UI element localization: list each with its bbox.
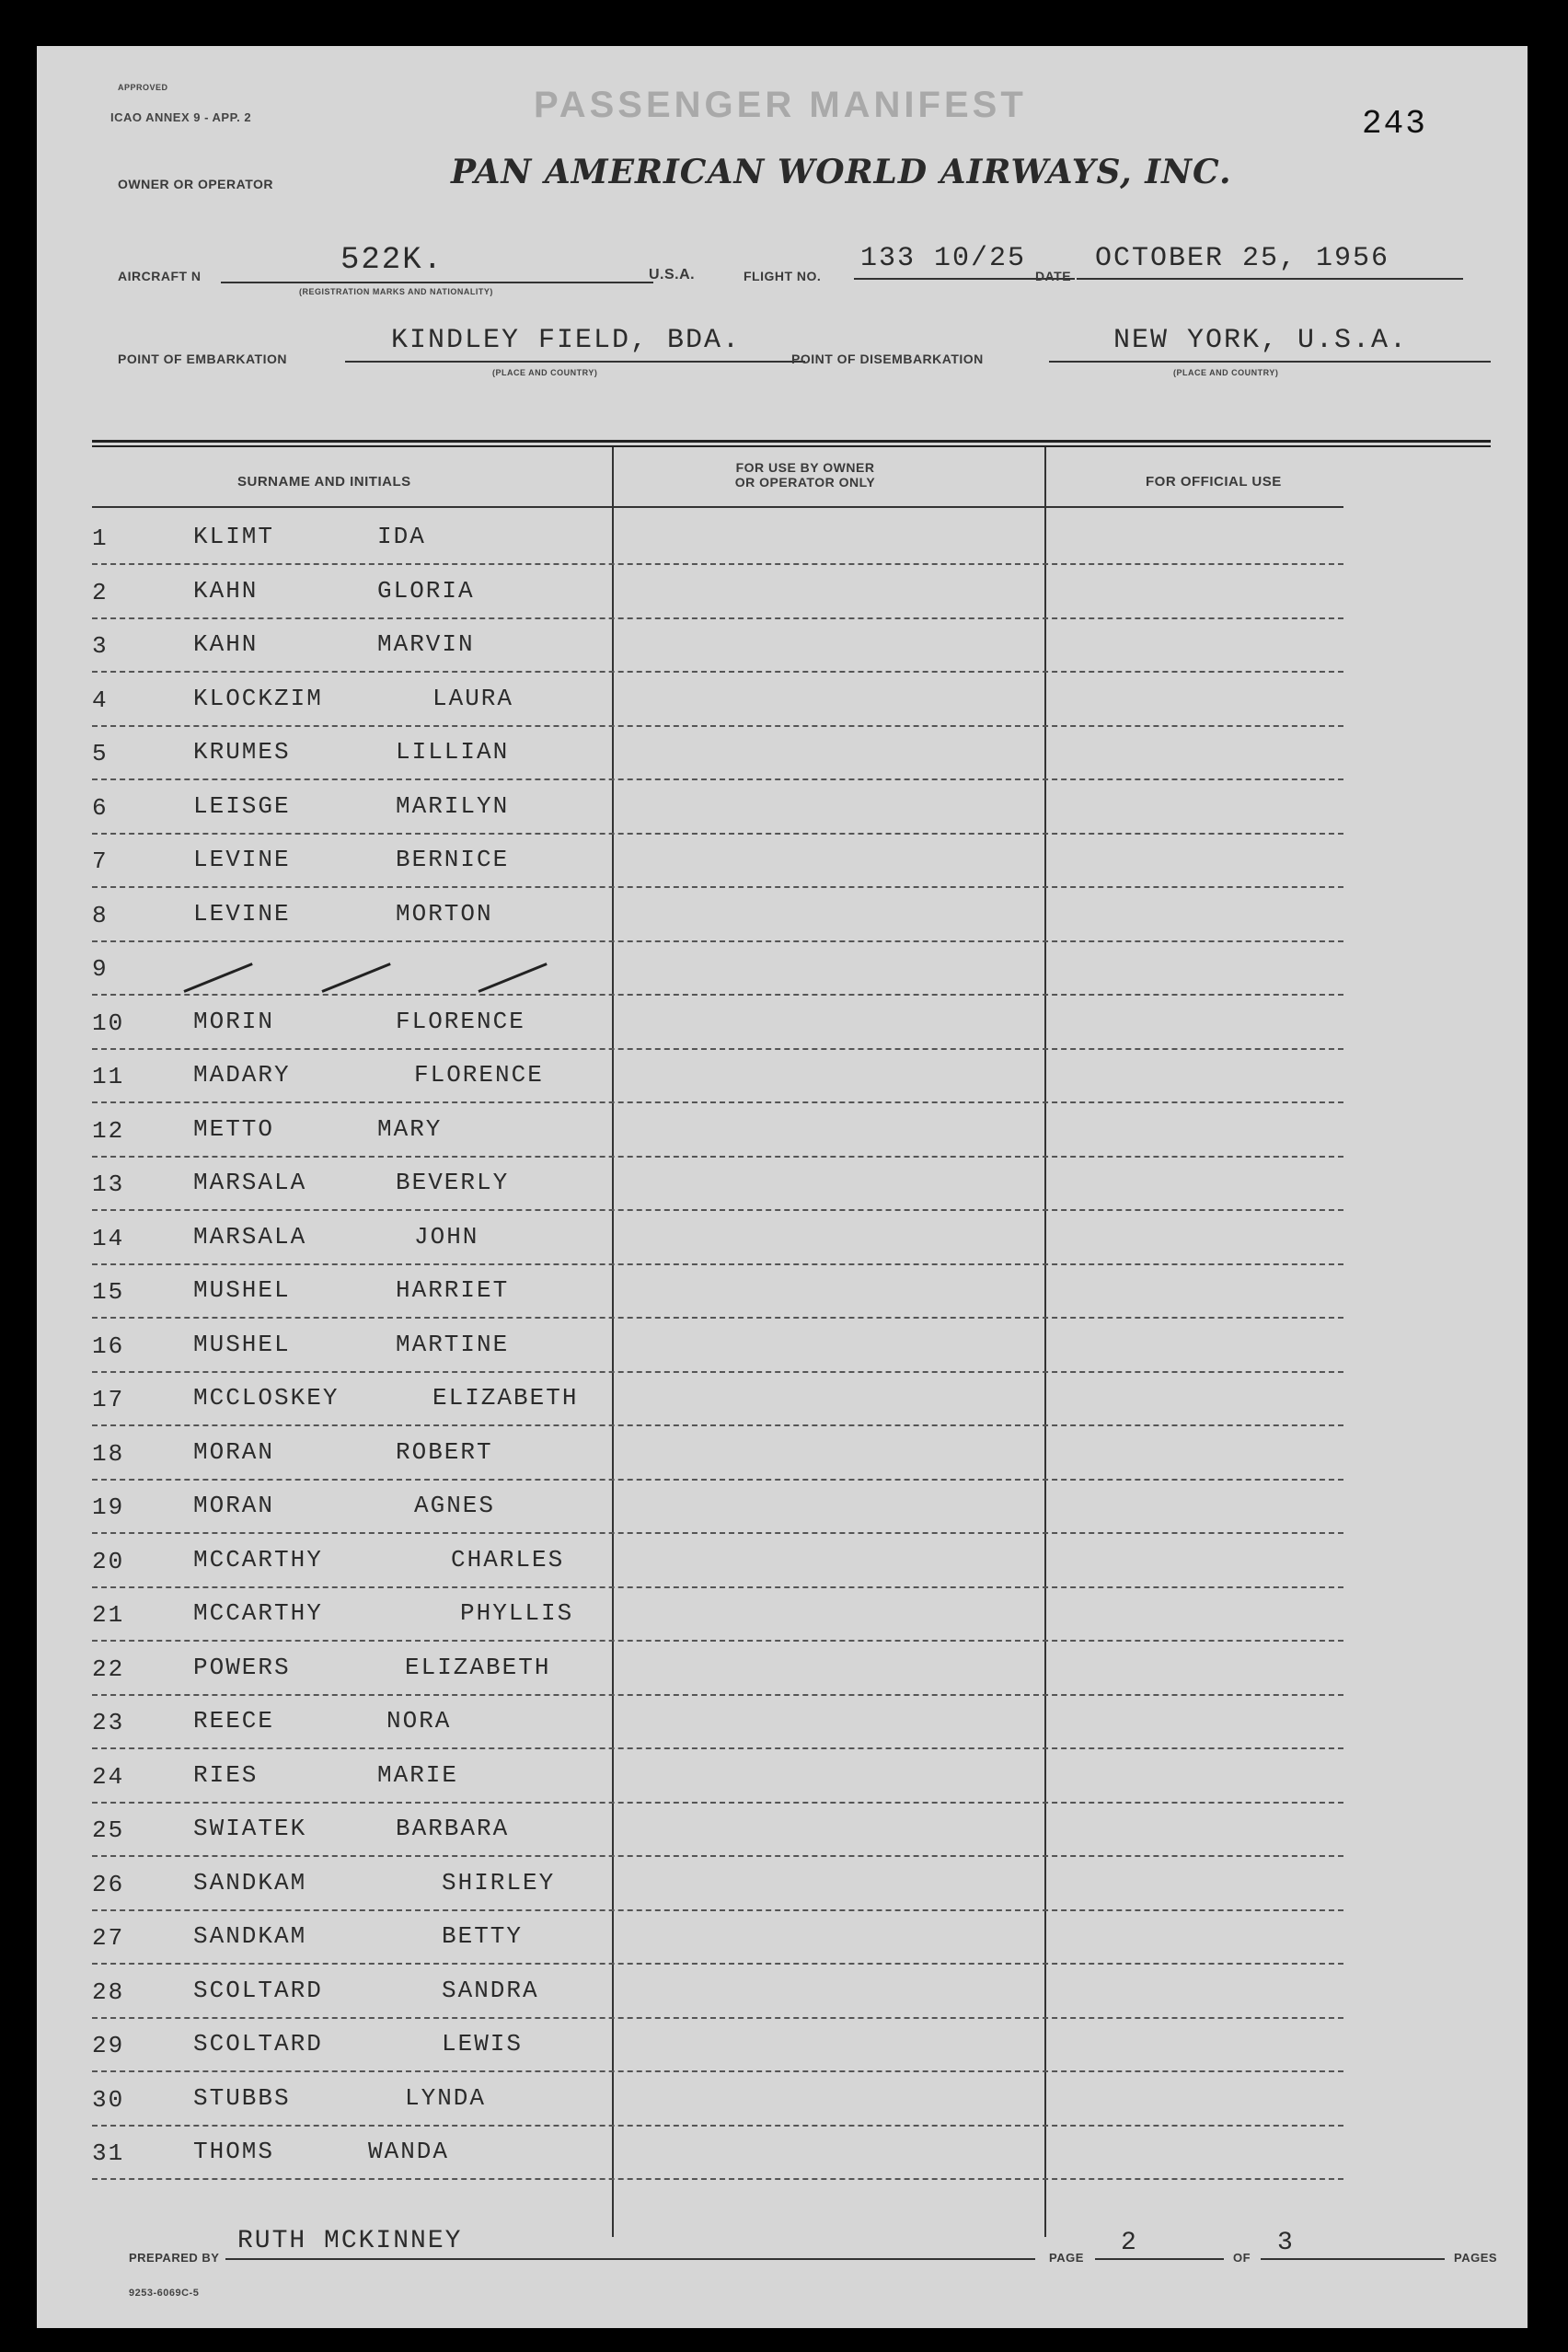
passenger-number: 11 [92,1063,125,1090]
passenger-number: 17 [92,1386,125,1413]
embarkation-value: KINDLEY FIELD, BDA. [391,325,742,356]
owner-label: OWNER OR OPERATOR [118,177,273,191]
table-row [92,1590,1343,1643]
passenger-given-name: MARVIN [377,630,475,658]
row-rule [92,1048,1343,1050]
aircraft-value: 522K. [340,243,444,278]
passenger-given-name: ELIZABETH [432,1384,579,1412]
table-top-rule [92,440,1491,443]
pages-label: PAGES [1454,2251,1498,2265]
passenger-number: 12 [92,1116,125,1145]
of-label: OF [1233,2251,1251,2265]
row-rule [92,1479,1343,1481]
date-value: OCTOBER 25, 1956 [1095,243,1390,274]
airline-name: PAN AMERICAN WORLD AIRWAYS, INC. [451,153,1232,191]
table-row [92,1967,1343,2021]
passenger-given-name: IDA [377,523,426,550]
passenger-number: 9 [92,955,109,983]
passenger-given-name: MARIE [377,1760,459,1789]
table-row [92,729,1343,782]
row-rule [92,725,1343,727]
passenger-number: 1 [92,525,109,552]
table-row [92,675,1343,729]
row-rule [92,1909,1343,1911]
passenger-number: 15 [92,1278,125,1306]
passenger-surname: METTO [193,1114,275,1143]
approval-line-2: ICAO ANNEX 9 - APP. 2 [110,110,252,124]
passenger-given-name: GLORIA [377,576,475,605]
row-rule [92,563,1343,565]
passenger-surname: KAHN [193,576,259,605]
passenger-given-name: MARTINE [396,1330,510,1358]
passenger-surname: THOMS [193,2138,275,2165]
passenger-number: 23 [92,1709,125,1736]
page-label: PAGE [1049,2251,1084,2265]
table-row [92,568,1343,621]
row-rule [92,1747,1343,1749]
table-row [92,2075,1343,2128]
row-rule [92,1586,1343,1588]
date-label: DATE [1035,269,1072,283]
passenger-number: 13 [92,1170,125,1198]
passenger-surname: RIES [193,1760,259,1789]
form-title: PASSENGER MANIFEST [534,85,1027,125]
passenger-number: 30 [92,2085,125,2114]
passenger-given-name: CHARLES [451,1545,565,1574]
aircraft-label: AIRCRAFT N [118,269,202,283]
passenger-number: 8 [92,901,109,929]
passenger-number: 21 [92,1601,125,1629]
row-rule [92,617,1343,619]
passenger-surname: KLIMT [193,523,275,550]
row-rule [92,833,1343,835]
passenger-surname: SCOLTARD [193,2030,323,2058]
table-row [92,1106,1343,1159]
passenger-surname: LEVINE [193,899,291,928]
passenger-given-name: LILLIAN [396,738,510,766]
passenger-given-name: PHYLLIS [460,1599,574,1627]
passenger-number: 26 [92,1870,125,1898]
usa-label: U.S.A. [649,267,696,282]
table-row [92,1913,1343,1966]
passenger-number: 24 [92,1762,125,1791]
strike-mark [478,963,547,993]
row-rule [92,1802,1343,1804]
column-header-owner-2: OR OPERATOR ONLY [734,475,876,490]
strike-mark [321,963,390,993]
passenger-number: 7 [92,847,109,875]
row-rule [92,886,1343,888]
row-rule [92,1317,1343,1319]
table-row [92,513,1343,567]
row-rule [92,1371,1343,1373]
passenger-number: 25 [92,1816,125,1844]
passenger-given-name: MARILYN [396,791,510,820]
passenger-given-name: ELIZABETH [405,1653,551,1681]
approval-line-1: APPROVED [118,83,168,92]
passenger-surname: MARSALA [193,1222,307,1251]
page-value: 2 [1121,2229,1138,2257]
table-row [92,998,1343,1052]
row-rule [92,2070,1343,2072]
table-row [92,1698,1343,1751]
row-rule [92,2017,1343,2019]
passenger-number: 5 [92,740,109,767]
row-rule [92,1209,1343,1211]
passenger-number: 16 [92,1332,125,1360]
row-rule [92,1694,1343,1696]
passenger-given-name: MORTON [396,899,493,928]
disembarkation-caption: (PLACE AND COUNTRY) [1173,368,1279,377]
passenger-surname: LEISGE [193,791,291,820]
table-row [92,1752,1343,1805]
passenger-number: 29 [92,2032,125,2059]
passenger-surname: MCCARTHY [193,1545,323,1574]
table-row [92,944,1343,997]
row-rule [92,2125,1343,2127]
passenger-given-name: LYNDA [405,2083,487,2112]
flight-label: FLIGHT NO. [744,269,822,283]
embarkation-caption: (PLACE AND COUNTRY) [492,368,598,377]
row-rule [92,671,1343,673]
passenger-given-name: JOHN [414,1222,479,1251]
prepared-by-label: PREPARED BY [129,2251,220,2265]
passenger-number: 10 [92,1009,125,1037]
passenger-given-name: LEWIS [442,2030,524,2058]
passenger-surname: MORAN [193,1437,275,1466]
form-number: 9253-6069C-5 [129,2288,200,2299]
passenger-number: 4 [92,686,109,714]
page-stamp: 243 [1362,105,1427,143]
passenger-surname: SANDKAM [193,1868,307,1897]
passenger-surname: MORIN [193,1007,275,1035]
passenger-surname: STUBBS [193,2083,291,2112]
passenger-surname: SWIATEK [193,1815,307,1842]
passenger-given-name: FLORENCE [414,1061,544,1089]
table-row [92,2128,1343,2182]
table-row [92,1805,1343,1859]
passenger-surname: MADARY [193,1061,291,1089]
row-rule [92,1101,1343,1103]
passenger-surname: MUSHEL [193,1330,291,1358]
passenger-surname: KLOCKZIM [193,684,323,712]
column-header-surname: SURNAME AND INITIALS [237,474,411,490]
passenger-number: 27 [92,1924,125,1952]
passenger-number: 22 [92,1654,125,1683]
table-row [92,1052,1343,1105]
table-row [92,783,1343,836]
passenger-number: 14 [92,1224,125,1252]
passenger-given-name: BETTY [442,1922,524,1950]
passenger-number: 20 [92,1547,125,1575]
passenger-surname: SANDKAM [193,1922,307,1950]
passenger-surname: SCOLTARD [193,1976,323,2004]
passenger-number: 6 [92,793,109,822]
prepared-by-value: RUTH MCKINNEY [237,2227,463,2255]
disembarkation-value: NEW YORK, U.S.A. [1113,325,1409,356]
passenger-given-name: BARBARA [396,1815,510,1842]
passenger-surname: KRUMES [193,738,291,766]
passenger-surname: LEVINE [193,846,291,873]
table-row [92,1644,1343,1698]
row-rule [92,1532,1343,1534]
row-rule [92,1963,1343,1965]
disembarkation-label: POINT OF DISEMBARKATION [791,352,984,366]
row-rule [92,2178,1343,2180]
passenger-given-name: FLORENCE [396,1007,525,1035]
row-rule [92,778,1343,780]
row-rule [92,1640,1343,1642]
passenger-surname: MCCLOSKEY [193,1384,340,1412]
passenger-number: 18 [92,1439,125,1468]
passenger-number: 19 [92,1493,125,1521]
column-header-official: FOR OFFICIAL USE [1146,474,1282,490]
table-row [92,1214,1343,1267]
table-row [92,891,1343,944]
table-row [92,2021,1343,2074]
passenger-given-name: BERNICE [396,846,510,873]
passenger-given-name: SHIRLEY [442,1868,556,1897]
table-row [92,1267,1343,1320]
passenger-given-name: AGNES [414,1492,496,1519]
passenger-given-name: BEVERLY [396,1169,510,1196]
header-rule [92,506,1343,508]
passenger-surname: MORAN [193,1492,275,1519]
passenger-surname: KAHN [193,630,259,658]
table-row [92,1482,1343,1536]
table-row [92,836,1343,890]
flight-value: 133 10/25 [860,243,1027,274]
passenger-surname: REECE [193,1707,275,1735]
embarkation-label: POINT OF EMBARKATION [118,352,287,366]
passenger-number: 31 [92,2139,125,2167]
table-row [92,1375,1343,1428]
manifest-sheet [37,46,1528,2328]
table-row [92,1429,1343,1482]
passenger-given-name: WANDA [368,2138,450,2165]
row-rule [92,1156,1343,1158]
passenger-surname: MARSALA [193,1169,307,1196]
row-rule [92,940,1343,942]
passenger-given-name: ROBERT [396,1437,493,1466]
passenger-given-name: NORA [386,1707,452,1735]
row-rule [92,1855,1343,1857]
passenger-number: 28 [92,1977,125,2006]
table-row [92,1860,1343,1913]
table-row [92,621,1343,674]
passenger-number: 3 [92,632,109,660]
passenger-given-name: HARRIET [396,1276,510,1304]
column-header-owner-1: FOR USE BY OWNER [735,460,875,475]
passenger-given-name: LAURA [432,684,514,712]
table-row [92,1537,1343,1590]
passenger-number: 2 [92,578,109,606]
registration-caption: (REGISTRATION MARKS AND NATIONALITY) [299,287,493,296]
passenger-given-name: MARY [377,1114,443,1143]
row-rule [92,1263,1343,1265]
strike-mark [183,963,252,993]
passenger-surname: MUSHEL [193,1276,291,1304]
row-rule [92,994,1343,996]
passenger-given-name: SANDRA [442,1976,539,2004]
table-row [92,1159,1343,1213]
row-rule [92,1424,1343,1426]
of-value: 3 [1277,2229,1295,2257]
passenger-surname: POWERS [193,1653,291,1681]
passenger-surname: MCCARTHY [193,1599,323,1627]
table-row [92,1321,1343,1375]
